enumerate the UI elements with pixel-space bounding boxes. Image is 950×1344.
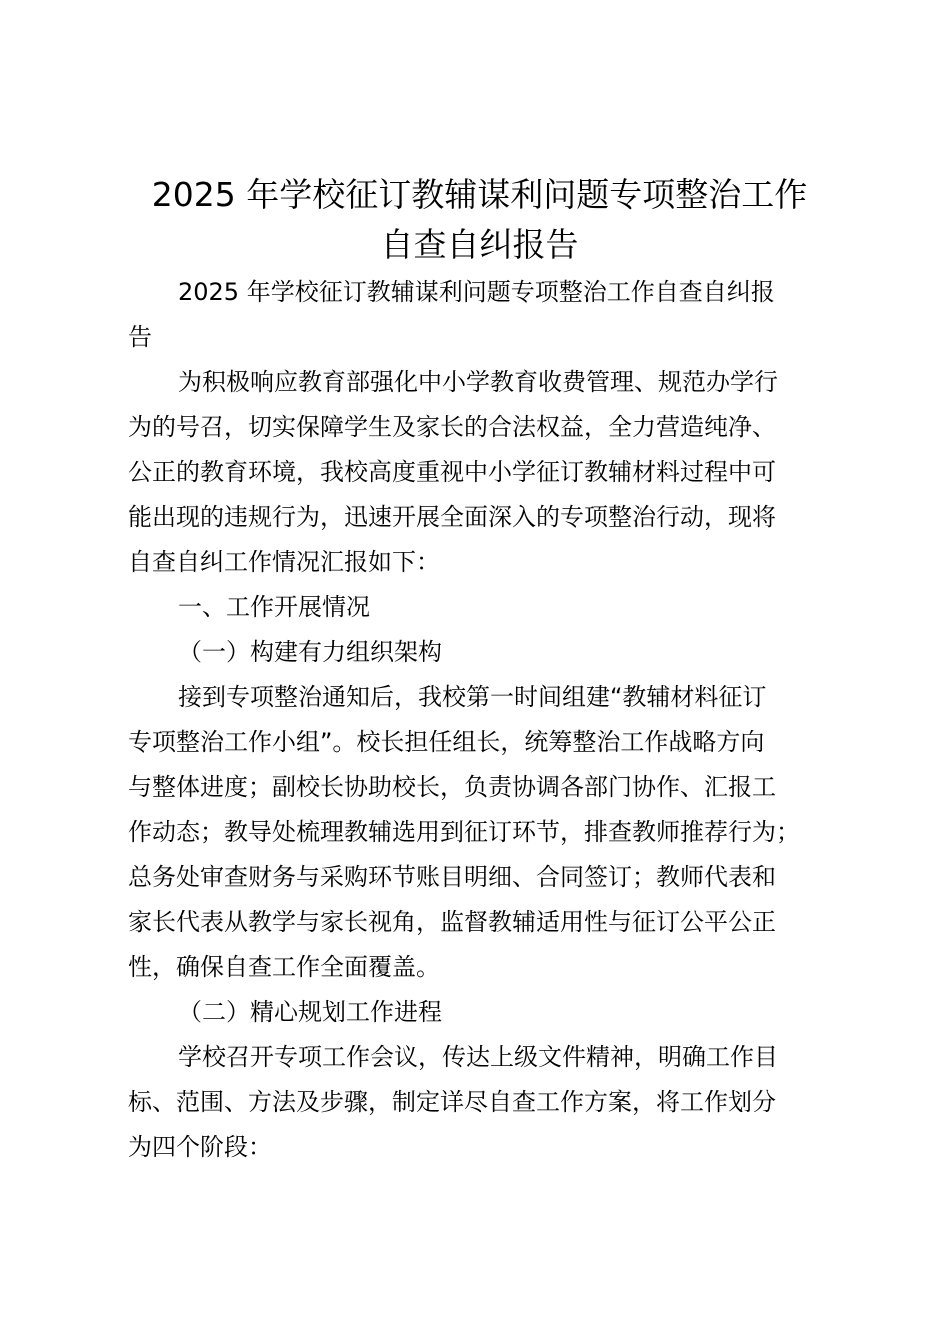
text-line: 为四个阶段： <box>128 1133 272 1161</box>
title-line: 2025 年学校征订教辅谋利问题专项整治工作 <box>151 175 808 214</box>
text-line: 2025 年学校征订教辅谋利问题专项整治工作自查自纠报 <box>178 278 775 306</box>
text-line: 自查自纠工作情况汇报如下： <box>128 548 440 576</box>
text-line: 能出现的违规行为，迅速开展全面深入的专项整治行动，现将 <box>128 503 776 531</box>
subsection-heading <box>128 990 831 1035</box>
text-line: 学校召开专项工作会议，传达上级文件精神，明确工作目 <box>178 1043 778 1071</box>
text-line: 家长代表从教学与家长视角，监督教辅适用性与征订公平公正 <box>128 908 776 936</box>
text-line: 接到专项整治通知后，我校第一时间组建“教辅材料征订 <box>178 683 767 711</box>
subtitle-paragraph <box>128 270 831 360</box>
text-line: 专项整治工作小组”。校长担任组长，统筹整治工作战略方向 <box>128 728 765 756</box>
text-line: （一）构建有力组织架构 <box>178 638 442 666</box>
subsection-heading <box>128 630 831 675</box>
section-heading <box>128 585 831 630</box>
title-line: 自查自纠报告 <box>380 225 579 264</box>
text-line: 告 <box>128 323 152 351</box>
text-line: 公正的教育环境，我校高度重视中小学征订教辅材料过程中可 <box>128 458 776 486</box>
text-line: 与整体进度；副校长协助校长，负责协调各部门协作、汇报工 <box>128 773 776 801</box>
subsection-body-paragraph <box>128 675 831 990</box>
text-line: 标、范围、方法及步骤，制定详尽自查工作方案，将工作划分 <box>128 1088 776 1116</box>
text-line: 作动态；教导处梳理教辅选用到征订环节，排查教师推荐行为； <box>128 818 800 846</box>
text-line: 一、工作开展情况 <box>178 593 370 621</box>
document-page <box>128 170 831 1170</box>
text-line: 为的号召，切实保障学生及家长的合法权益，全力营造纯净、 <box>128 413 776 441</box>
document-title <box>118 170 841 270</box>
intro-paragraph <box>128 360 831 585</box>
text-line: （二）精心规划工作进程 <box>178 998 442 1026</box>
text-line: 性，确保自查工作全面覆盖。 <box>128 953 440 981</box>
text-line: 为积极响应教育部强化中小学教育收费管理、规范办学行 <box>178 368 778 396</box>
text-line: 总务处审查财务与采购环节账目明细、合同签订；教师代表和 <box>128 863 776 891</box>
subsection-body-paragraph <box>128 1035 831 1170</box>
